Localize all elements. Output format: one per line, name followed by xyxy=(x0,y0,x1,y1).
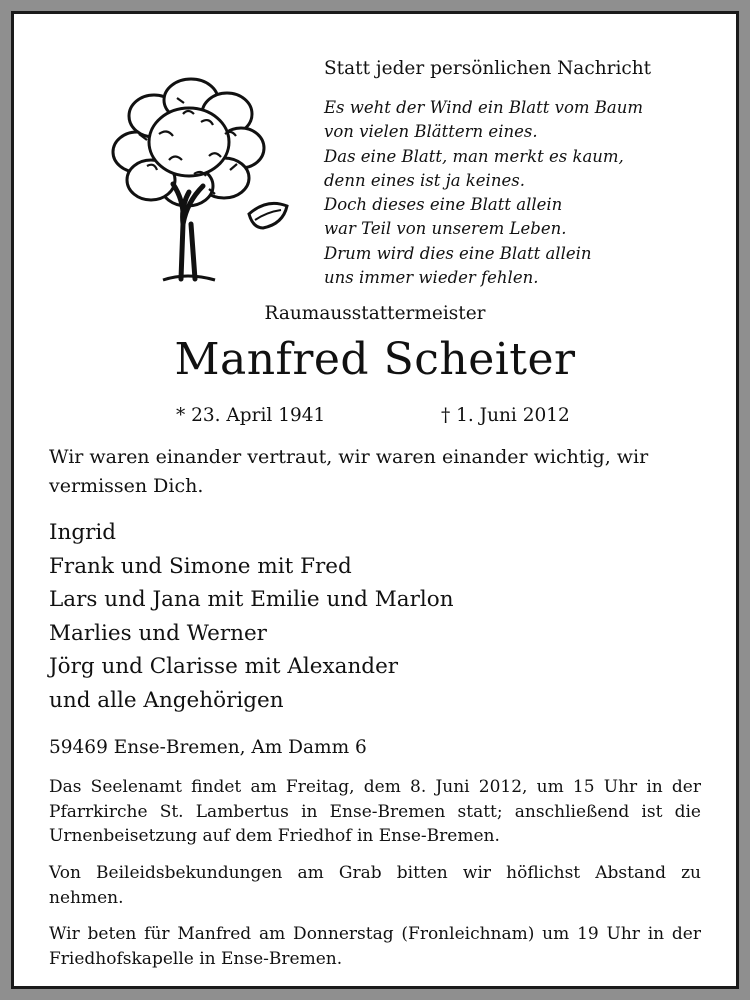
family-member: Lars und Jana mit Emilie und Marlon xyxy=(49,587,454,612)
family-member: Jörg und Clarisse mit Alexander xyxy=(49,654,399,679)
deceased-name: Manfred Scheiter xyxy=(174,334,576,385)
condolence-request-paragraph: Von Beileidsbekundungen am Grab bitten wir höflichst Abstand zu nehmen. xyxy=(49,863,701,908)
family-list xyxy=(49,516,454,717)
intro-line: Statt jeder persönlichen Nachricht xyxy=(324,58,652,79)
tree-illustration-icon xyxy=(99,74,299,284)
poem-line: von vielen Blättern eines. xyxy=(324,122,538,142)
family-member: Marlies und Werner xyxy=(49,620,267,646)
poem-line: uns immer wieder fehlen. xyxy=(324,268,539,288)
prayer-paragraph: Wir beten für Manfred am Donnerstag (Fronleichnam) um 19 Uhr in der Friedhofskapelle in Ense-Bremen. xyxy=(49,924,701,969)
death-date: † 1. Juni 2012 xyxy=(441,405,570,426)
funeral-service-paragraph: Das Seelenamt findet am Freitag, dem 8. Juni 2012, um 15 Uhr in der Pfarrkirche St. Lambertus in Ense-Bremen statt; anschließend ist die Urnenbeisetzung auf dem Friedhof in Ense-Bremen. xyxy=(49,777,701,846)
family-member: und alle Angehörigen xyxy=(49,687,284,713)
birth-date: * 23. April 1941 xyxy=(176,405,326,426)
family-member: Ingrid xyxy=(49,520,117,545)
poem-line: war Teil von unserem Leben. xyxy=(324,219,567,239)
poem-line: Doch dieses eine Blatt allein xyxy=(324,195,563,215)
poem-line: denn eines ist ja keines. xyxy=(324,170,525,190)
poem-line: Es weht der Wind ein Blatt vom Baum xyxy=(324,98,644,117)
family-member: Frank und Simone mit Fred xyxy=(49,553,352,579)
memorial-quote: Wir waren einander vertraut, wir waren einander wichtig, wir vermissen Dich. xyxy=(49,446,649,497)
poem-line: Das eine Blatt, man merkt es kaum, xyxy=(324,146,624,166)
profession: Raumausstattermeister xyxy=(264,303,486,324)
poem xyxy=(324,96,643,290)
family-address: 59469 Ense-Bremen, Am Damm 6 xyxy=(49,737,367,758)
poem-line: Drum wird dies eine Blatt allein xyxy=(324,243,592,263)
obituary-notice xyxy=(11,11,739,989)
